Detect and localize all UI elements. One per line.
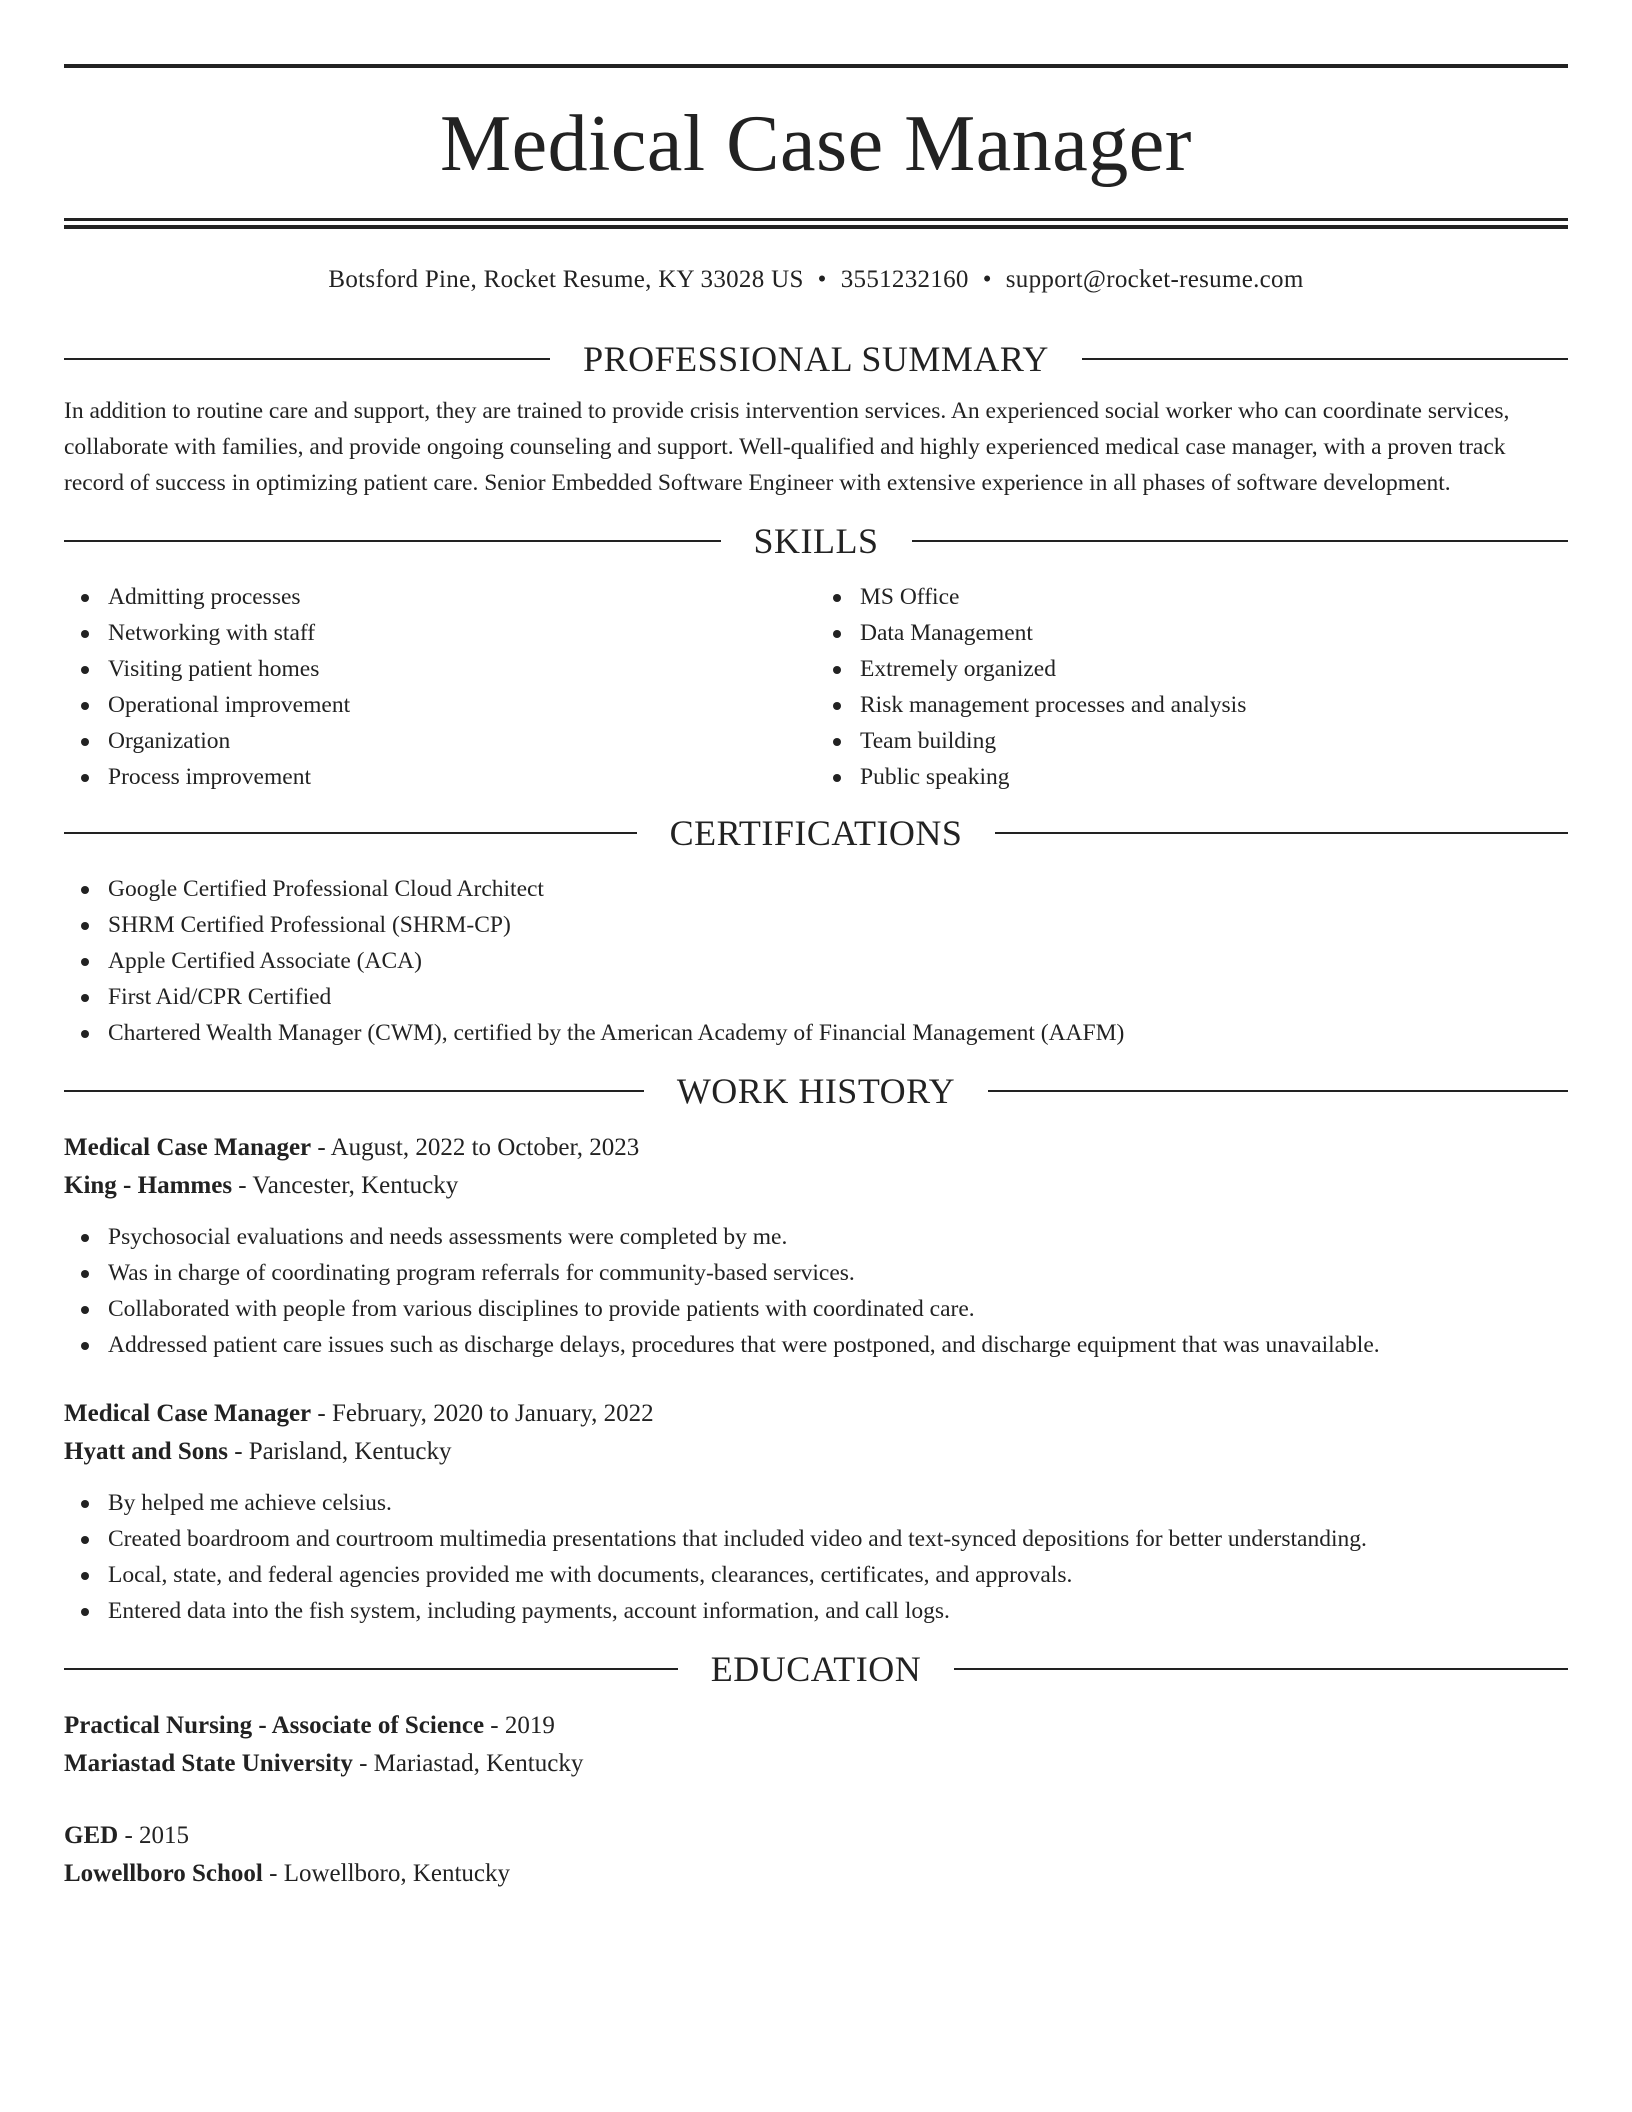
education-degree-line	[64, 1707, 1568, 1745]
education-degree: GED	[64, 1822, 119, 1849]
heading-rule-left	[64, 1090, 644, 1092]
heading-rule-right	[1082, 358, 1568, 360]
skill-item: Networking with staff	[64, 615, 816, 651]
heading-rule-right	[954, 1668, 1568, 1670]
job-bullet: Psychosocial evaluations and needs assessments were completed by me.	[64, 1219, 1568, 1255]
contact-separator: •	[817, 266, 827, 293]
contact-email: support@rocket-resume.com	[1005, 266, 1304, 293]
job-entry	[64, 1129, 1568, 1363]
education-year: - 2019	[484, 1712, 555, 1739]
skills-heading-label: SKILLS	[753, 521, 879, 561]
education-school: Lowellboro School	[64, 1860, 263, 1887]
skills-grid	[64, 579, 1568, 795]
education-degree-line	[64, 1817, 1568, 1855]
education-degree: Practical Nursing - Associate of Science	[64, 1712, 485, 1739]
job-location: - Parisland, Kentucky	[227, 1438, 452, 1465]
certification-item: Google Certified Professional Cloud Architect	[64, 871, 1568, 907]
education-heading-label: EDUCATION	[710, 1649, 922, 1689]
job-bullets	[64, 1485, 1568, 1629]
heading-rule-left	[64, 1668, 678, 1670]
job-entry	[64, 1395, 1568, 1629]
job-location: - Vancester, Kentucky	[232, 1172, 459, 1199]
skills-left-list	[64, 579, 816, 795]
top-rule	[64, 64, 1568, 68]
job-company-line	[64, 1433, 1568, 1471]
resume-page	[64, 64, 1568, 1893]
education-school: Mariastad State University	[64, 1750, 353, 1777]
job-bullet: Created boardroom and courtroom multimedia presentations that included video and text-synced depositions for better understanding.	[64, 1521, 1568, 1557]
skills-right-list	[816, 579, 1568, 795]
heading-rule-left	[64, 832, 637, 834]
education-school-line	[64, 1745, 1568, 1783]
skill-item: Team building	[816, 723, 1568, 759]
job-bullet: By helped me achieve celsius.	[64, 1485, 1568, 1521]
certification-item: SHRM Certified Professional (SHRM-CP)	[64, 907, 1568, 943]
job-bullet: Collaborated with people from various disciplines to provide patients with coordinated care.	[64, 1291, 1568, 1327]
skill-item: Visiting patient homes	[64, 651, 816, 687]
summary-text: In addition to routine care and support, they are trained to provide crisis intervention services. An experienced social worker who can coordinate services, collaborate with families, and provide ongoing counseling and support. Well-qualified and highly experienced medical case manager, with a proven track record of success in optimizing patient care. Senior Embedded Software Engineer with extensive experience in all phases of software development.	[64, 398, 1510, 496]
job-company: Hyatt and Sons	[64, 1438, 228, 1465]
job-bullet: Was in charge of coordinating program referrals for community-based services.	[64, 1255, 1568, 1291]
job-dates: - August, 2022 to October, 2023	[311, 1134, 640, 1161]
heading-rule-right	[995, 832, 1568, 834]
job-bullet: Addressed patient care issues such as discharge delays, procedures that were postponed, and discharge equipment that was unavailable.	[64, 1327, 1568, 1363]
skill-item: Data Management	[816, 615, 1568, 651]
skill-item: Public speaking	[816, 759, 1568, 795]
certifications-heading	[64, 811, 1568, 855]
heading-rule-left	[64, 358, 550, 360]
education-location: - Mariastad, Kentucky	[352, 1750, 584, 1777]
summary-heading	[64, 337, 1568, 381]
job-bullet: Local, state, and federal agencies provided me with documents, clearances, certificates, and approvals.	[64, 1557, 1568, 1593]
skill-item: Extremely organized	[816, 651, 1568, 687]
double-rule	[64, 218, 1568, 229]
certification-item: Chartered Wealth Manager (CWM), certified by the American Academy of Financial Management (AAFM)	[64, 1015, 1568, 1051]
job-company-line	[64, 1167, 1568, 1205]
work-heading-label: WORK HISTORY	[676, 1071, 956, 1111]
education-entry	[64, 1817, 1568, 1893]
skill-item: Admitting processes	[64, 579, 816, 615]
heading-rule-left	[64, 540, 721, 542]
job-bullets	[64, 1219, 1568, 1363]
job-title-line	[64, 1129, 1568, 1167]
skill-item: Risk management processes and analysis	[816, 687, 1568, 723]
job-title: Medical Case Manager	[64, 1400, 312, 1427]
job-bullet: Entered data into the fish system, including payments, account information, and call logs.	[64, 1593, 1568, 1629]
contact-separator: •	[982, 266, 992, 293]
contact-address: Botsford Pine, Rocket Resume, KY 33028 US	[328, 266, 804, 293]
education-location: - Lowellboro, Kentucky	[262, 1860, 511, 1887]
skill-item: Operational improvement	[64, 687, 816, 723]
resume-title: Medical Case Manager	[440, 100, 1192, 188]
certification-item: Apple Certified Associate (ACA)	[64, 943, 1568, 979]
heading-rule-right	[988, 1090, 1568, 1092]
skill-item: MS Office	[816, 579, 1568, 615]
contact-phone: 3551232160	[840, 266, 969, 293]
job-dates: - February, 2020 to January, 2022	[311, 1400, 654, 1427]
skill-item: Organization	[64, 723, 816, 759]
certifications-heading-label: CERTIFICATIONS	[669, 813, 963, 853]
skills-heading	[64, 519, 1568, 563]
contact-line	[64, 263, 1568, 297]
job-title: Medical Case Manager	[64, 1134, 312, 1161]
skill-item: Process improvement	[64, 759, 816, 795]
job-title-line	[64, 1395, 1568, 1433]
education-entry	[64, 1707, 1568, 1783]
work-heading	[64, 1069, 1568, 1113]
education-heading	[64, 1647, 1568, 1691]
heading-rule-right	[912, 540, 1569, 542]
certifications-list	[64, 871, 1568, 1051]
certification-item: First Aid/CPR Certified	[64, 979, 1568, 1015]
job-company: King - Hammes	[64, 1172, 233, 1199]
education-year: - 2015	[118, 1822, 190, 1849]
summary-heading-label: PROFESSIONAL SUMMARY	[583, 339, 1049, 379]
education-school-line	[64, 1855, 1568, 1893]
